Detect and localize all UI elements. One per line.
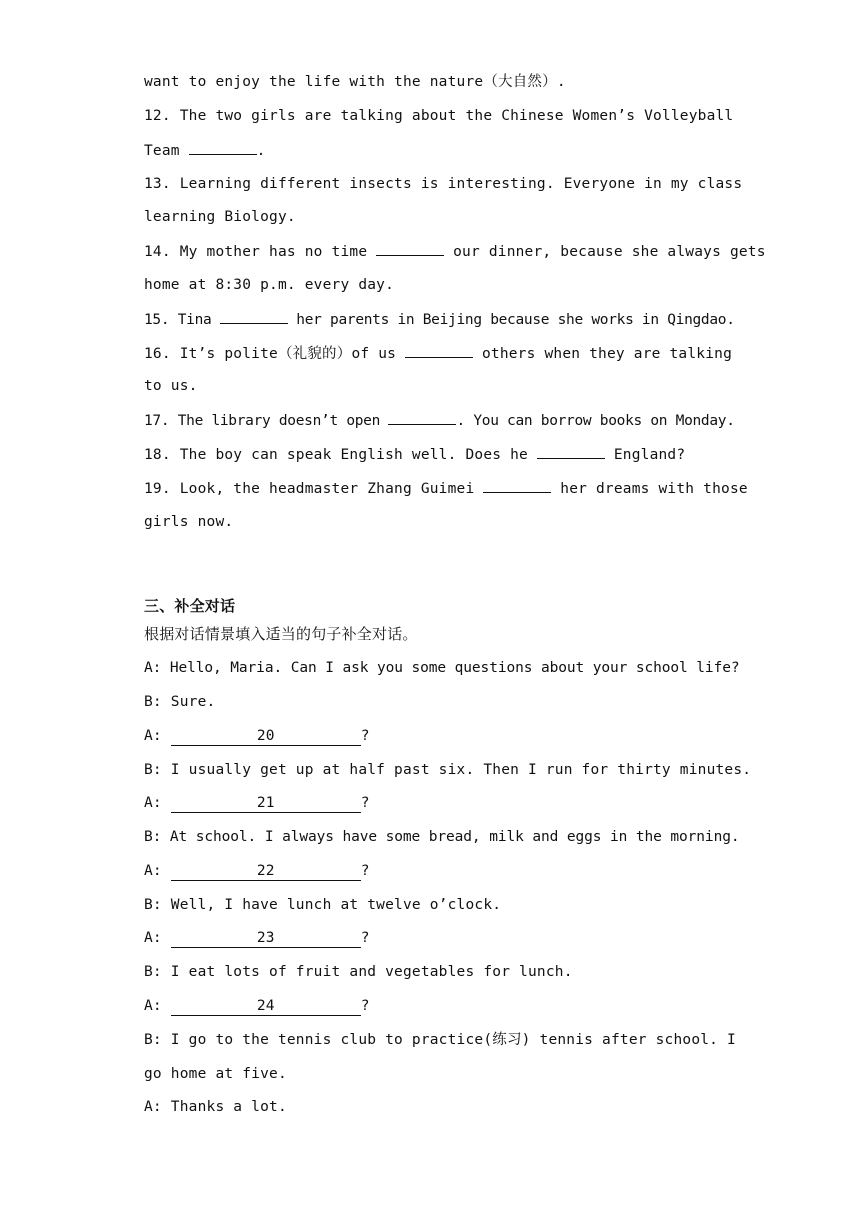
speaker-label: A: bbox=[144, 930, 171, 946]
question-19-text: her dreams with those bbox=[551, 481, 748, 497]
answer-blank-18[interactable] bbox=[537, 444, 605, 459]
dialogue-blank-line-21 bbox=[144, 793, 734, 813]
speaker-label: A: bbox=[144, 795, 171, 811]
question-14-text: home at 8:30 p.m. every day. bbox=[144, 277, 395, 293]
dialogue-text: go home at five. bbox=[144, 1066, 287, 1082]
question-16-text: 16. It’s polite（礼貌的）of us bbox=[144, 346, 406, 362]
answer-blank-14[interactable] bbox=[376, 241, 444, 256]
question-12-text: . bbox=[256, 143, 266, 159]
dialogue-line bbox=[144, 1064, 734, 1084]
question-16-line-1 bbox=[144, 343, 734, 364]
question-13-line-1 bbox=[144, 174, 743, 194]
question-16-line-2 bbox=[144, 376, 734, 396]
question-14-text: 14. My mother has no time bbox=[144, 244, 377, 260]
dialogue-blank-line-24 bbox=[144, 996, 734, 1016]
question-17-line bbox=[144, 410, 734, 431]
question-12-text: Team bbox=[144, 143, 189, 159]
answer-blank-17[interactable] bbox=[388, 410, 456, 425]
question-mark: ? bbox=[360, 728, 370, 744]
dialogue-text: B: Well, I have lunch at twelve o’clock. bbox=[144, 897, 502, 913]
question-11-line-2 bbox=[144, 72, 734, 92]
dialogue-line bbox=[144, 827, 740, 847]
dialogue-text: B: I go to the tennis club to practice(练习) tennis after school. I bbox=[144, 1032, 736, 1048]
dialogue-text: B: I eat lots of fruit and vegetables for lunch. bbox=[144, 964, 573, 980]
blank-number: 20 bbox=[256, 728, 275, 744]
speaker-label: A: bbox=[144, 998, 171, 1014]
answer-blank-22[interactable] bbox=[171, 862, 361, 881]
blank-number: 21 bbox=[256, 795, 275, 811]
question-13-line-2 bbox=[144, 207, 734, 227]
answer-blank-12[interactable] bbox=[189, 140, 257, 155]
answer-blank-23[interactable] bbox=[171, 929, 361, 948]
dialogue-line bbox=[144, 658, 740, 678]
dialogue-text: B: I usually get up at half past six. Then I run for thirty minutes. bbox=[144, 762, 752, 778]
question-19-text: 19. Look, the headmaster Zhang Guimei bbox=[144, 481, 484, 497]
answer-blank-20[interactable] bbox=[171, 727, 361, 746]
dialogue-blank-line-23 bbox=[144, 928, 734, 948]
question-mark: ? bbox=[360, 930, 370, 946]
answer-blank-19[interactable] bbox=[483, 478, 551, 493]
dialogue-line bbox=[144, 692, 734, 712]
dialogue-text: B: Sure. bbox=[144, 694, 216, 710]
question-17-text: . You can borrow books on Monday. bbox=[456, 413, 735, 429]
dialogue-text: A: Hello, Maria. Can I ask you some questions about your school life? bbox=[144, 660, 740, 676]
answer-blank-24[interactable] bbox=[171, 997, 361, 1016]
question-14-line-1 bbox=[144, 241, 766, 262]
dialogue-line bbox=[144, 895, 734, 915]
question-mark: ? bbox=[360, 998, 370, 1014]
question-15-text: 15. Tina bbox=[144, 312, 220, 328]
dialogue-line bbox=[144, 760, 752, 780]
question-17-text: 17. The library doesn’t open bbox=[144, 413, 389, 429]
question-mark: ? bbox=[360, 795, 370, 811]
answer-blank-16[interactable] bbox=[405, 343, 473, 358]
question-11-text: want to enjoy the life with the nature（大自然）. bbox=[144, 74, 566, 90]
question-15-text: her parents in Beijing because she works in Qingdao. bbox=[287, 312, 735, 328]
dialogue-blank-line-20 bbox=[144, 726, 734, 746]
question-mark: ? bbox=[360, 863, 370, 879]
speaker-label: A: bbox=[144, 728, 171, 744]
dialogue-line bbox=[144, 1030, 734, 1050]
question-16-text: others when they are talking bbox=[473, 346, 732, 362]
question-12-line-2 bbox=[144, 140, 734, 161]
question-14-line-2 bbox=[144, 275, 734, 295]
question-18-line bbox=[144, 444, 734, 465]
question-19-line-2 bbox=[144, 512, 734, 532]
question-19-text: girls now. bbox=[144, 514, 234, 530]
dialogue-line bbox=[144, 962, 734, 982]
question-12-line-1 bbox=[144, 106, 734, 126]
answer-blank-15[interactable] bbox=[220, 309, 288, 324]
dialogue-text: B: At school. I always have some bread, milk and eggs in the morning. bbox=[144, 829, 740, 845]
blank-number: 22 bbox=[256, 863, 275, 879]
blank-number: 23 bbox=[256, 930, 275, 946]
answer-blank-21[interactable] bbox=[171, 794, 361, 813]
question-19-line-1 bbox=[144, 478, 748, 499]
question-18-text: 18. The boy can speak English well. Does he bbox=[144, 447, 537, 463]
section-3-instruction: 根据对话情景填入适当的句子补全对话。 bbox=[144, 625, 418, 643]
speaker-label: A: bbox=[144, 863, 171, 879]
blank-number: 24 bbox=[256, 998, 275, 1014]
dialogue-line bbox=[144, 1097, 734, 1117]
section-3-heading: 三、补全对话 bbox=[144, 597, 236, 615]
question-15-line bbox=[144, 309, 734, 330]
question-13-text: 13. Learning different insects is interesting. Everyone in my class bbox=[144, 176, 743, 192]
question-12-text: 12. The two girls are talking about the Chinese Women’s Volleyball bbox=[144, 108, 734, 124]
dialogue-text: A: Thanks a lot. bbox=[144, 1099, 287, 1115]
question-14-text: our dinner, because she always gets bbox=[444, 244, 766, 260]
question-13-text: learning Biology. bbox=[144, 209, 296, 225]
dialogue-blank-line-22 bbox=[144, 861, 734, 881]
question-18-text: England? bbox=[604, 447, 686, 463]
question-16-text: to us. bbox=[144, 378, 198, 394]
